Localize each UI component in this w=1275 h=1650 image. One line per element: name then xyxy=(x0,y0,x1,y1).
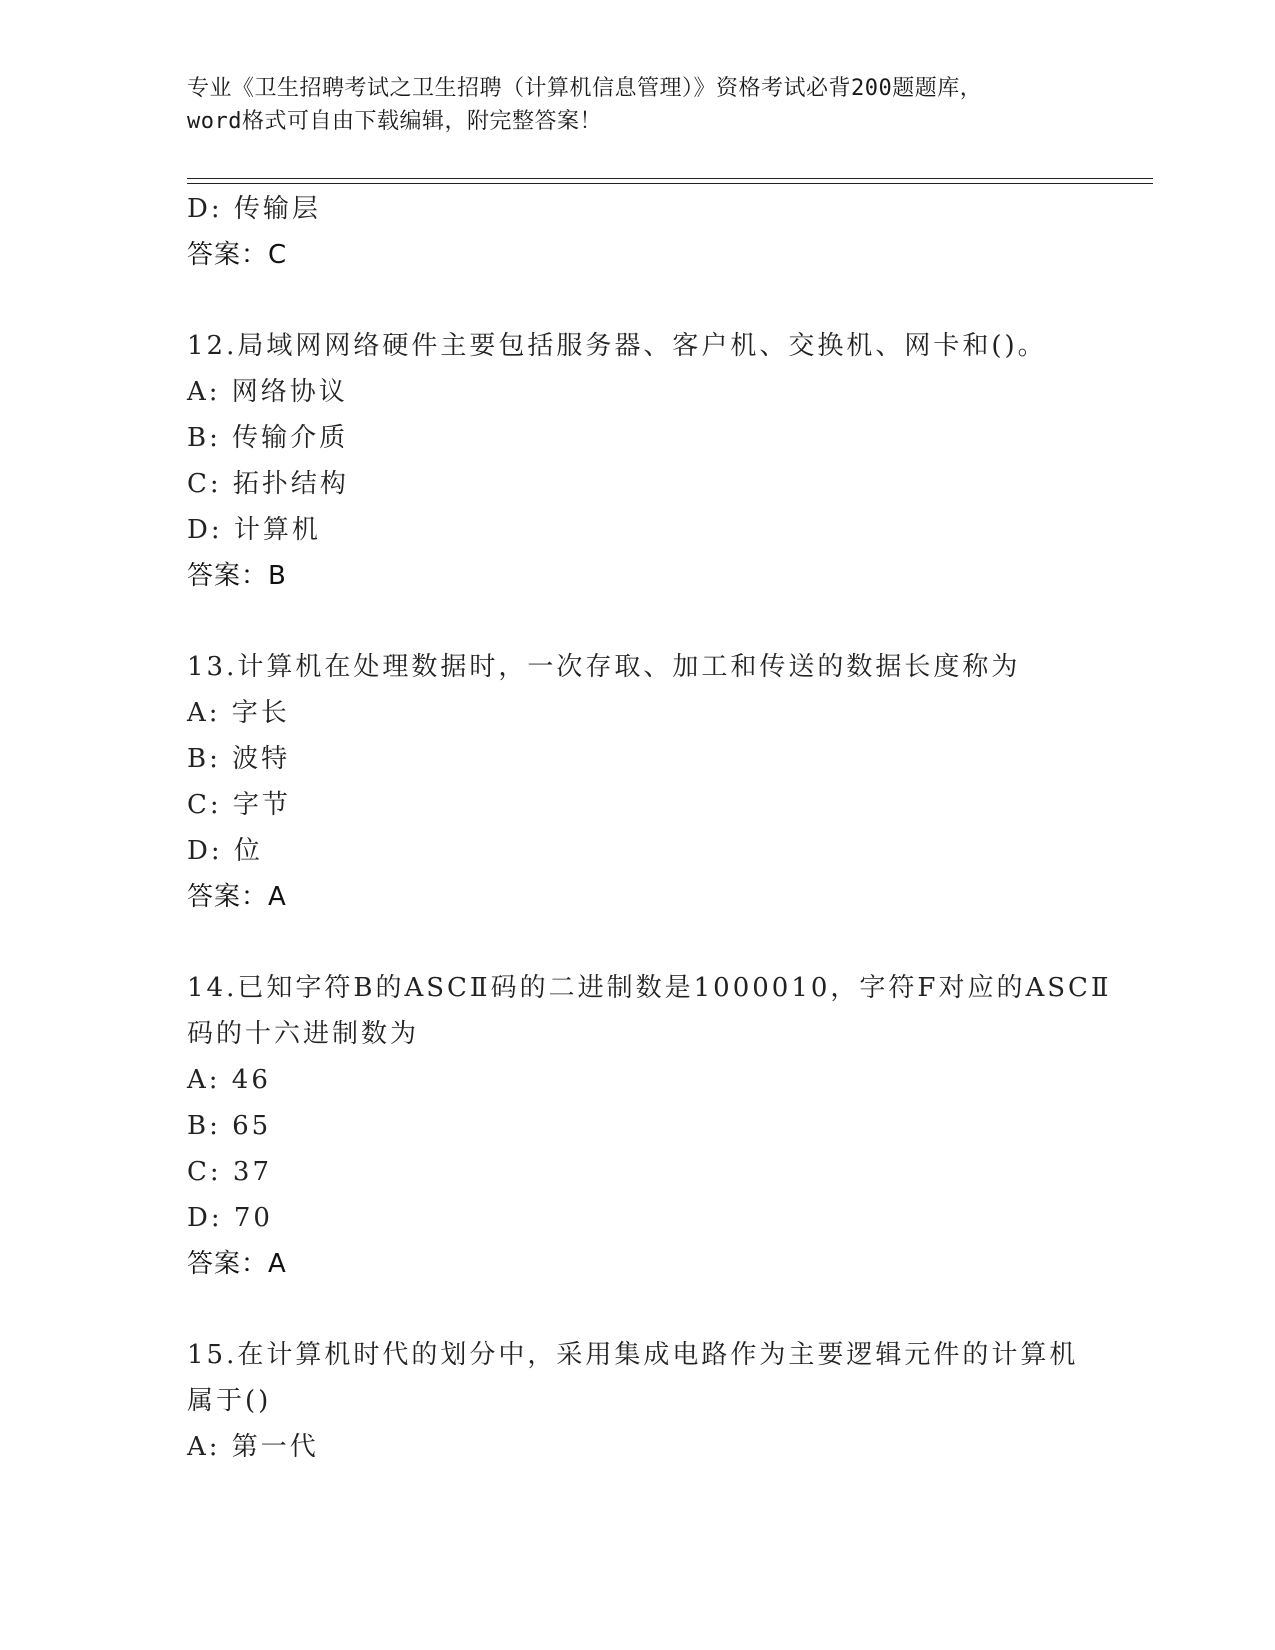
previous-question-tail xyxy=(187,186,1087,278)
answer-line: 答案：A xyxy=(187,882,287,912)
spacer xyxy=(187,920,1087,965)
question-12 xyxy=(187,323,1087,599)
question-stem: 13.计算机在处理数据时，一次存取、加工和传送的数据长度称为 xyxy=(187,652,1021,682)
spacer xyxy=(187,278,1087,323)
question-stem-line-1: 15.在计算机时代的划分中，采用集成电路作为主要逻辑元件的计算机 xyxy=(187,1340,1079,1370)
question-stem-line-2: 属于() xyxy=(187,1386,272,1416)
option-b: B: 传输介质 xyxy=(187,423,349,453)
spacer xyxy=(187,599,1087,644)
question-list xyxy=(187,186,1112,1470)
answer-line: 答案：C xyxy=(187,240,288,270)
question-15 xyxy=(187,1332,1087,1470)
option-c: C: 字节 xyxy=(187,790,291,820)
answer-line: 答案：A xyxy=(187,1249,287,1279)
option-a: A: 第一代 xyxy=(187,1432,319,1462)
document-header xyxy=(187,72,1067,138)
header-divider-top xyxy=(187,178,1153,179)
option-d: D: 传输层 xyxy=(187,194,321,224)
header-title-line-1: 专业《卫生招聘考试之卫生招聘（计算机信息管理）》资格考试必背200题题库， xyxy=(187,76,983,101)
question-14 xyxy=(187,965,1112,1287)
header-title-line-2: word格式可自由下载编辑，附完整答案！ xyxy=(187,109,602,134)
option-d: D: 位 xyxy=(187,836,263,866)
header-divider-bottom xyxy=(187,183,1153,184)
option-a: A: 46 xyxy=(187,1065,271,1095)
option-a: A: 字长 xyxy=(187,698,290,728)
option-c: C: 拓扑结构 xyxy=(187,469,349,499)
option-d: D: 计算机 xyxy=(187,515,321,545)
spacer xyxy=(187,1287,1087,1332)
option-d: D: 70 xyxy=(187,1203,273,1233)
option-a: A: 网络协议 xyxy=(187,377,348,407)
answer-line: 答案：B xyxy=(187,561,287,591)
question-stem: 12.局域网网络硬件主要包括服务器、客户机、交换机、网卡和()。 xyxy=(187,331,1047,361)
option-b: B: 65 xyxy=(187,1111,272,1141)
question-stem-line-2: 码的十六进制数为 xyxy=(187,1019,420,1049)
question-stem-line-1: 14.已知字符B的ASCⅡ码的二进制数是1000010，字符F对应的ASCⅡ xyxy=(187,973,1112,1003)
option-b: B: 波特 xyxy=(187,744,291,774)
option-c: C: 37 xyxy=(187,1157,273,1187)
question-13 xyxy=(187,644,1087,920)
